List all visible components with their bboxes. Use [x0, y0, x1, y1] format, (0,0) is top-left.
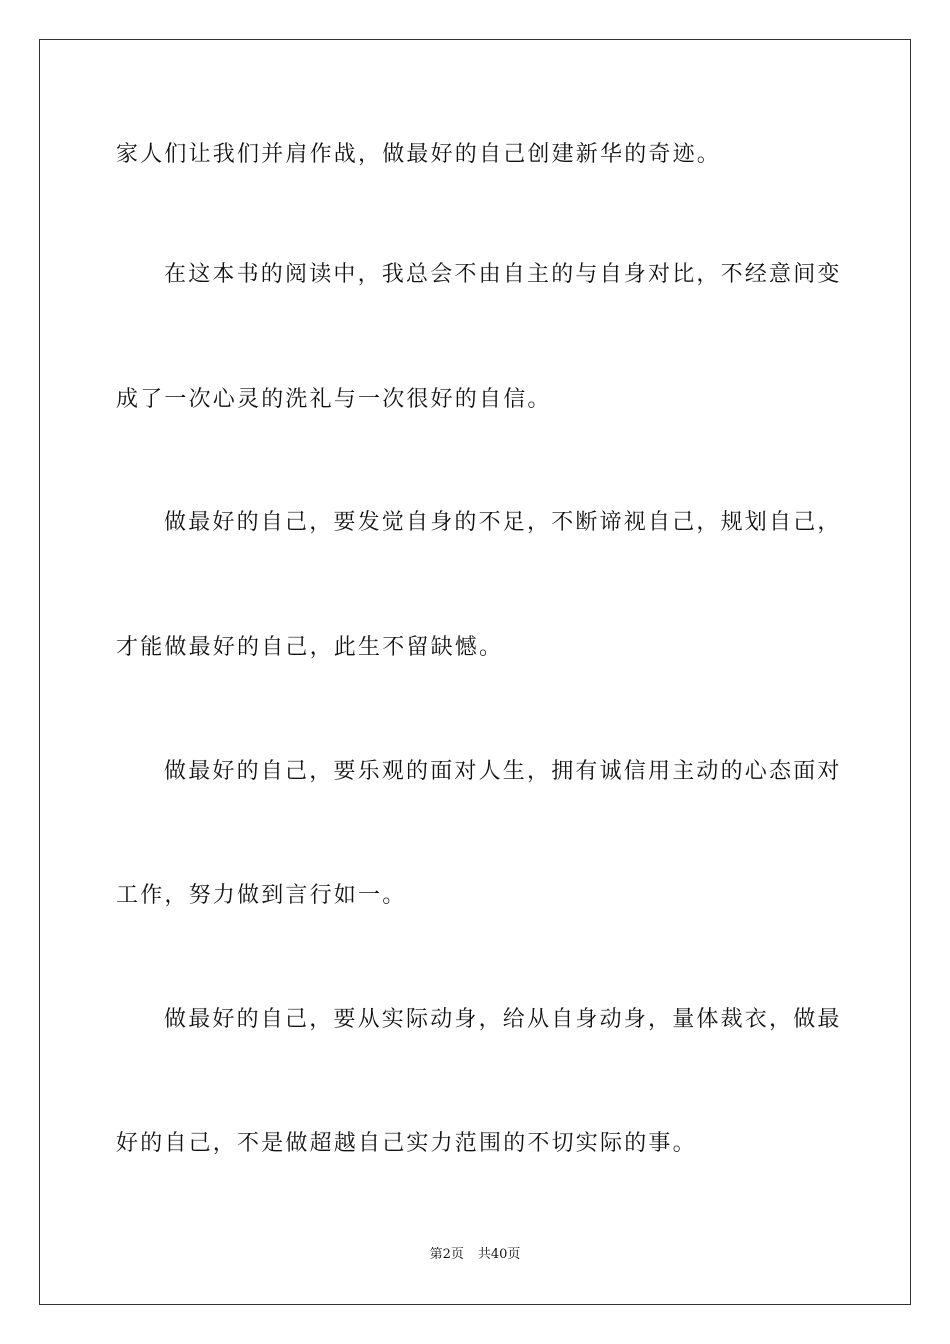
paragraph-line-8: 做最好的自己，要从实际动身，给从自身动身，量体裁衣，做最: [164, 1007, 842, 1032]
paragraph-line-4: 做最好的自己，要发觉自身的不足，不断谛视自己，规划自己，: [164, 510, 842, 535]
paragraph-line-6: 做最好的自己，要乐观的面对人生，拥有诚信用主动的心态面对: [164, 759, 842, 784]
page-frame: [39, 39, 911, 1305]
paragraph-line-1: 家人们让我们并肩作战，做最好的自己创建新华的奇迹。: [116, 142, 722, 167]
paragraph-line-3: 成了一次心灵的洗礼与一次很好的自信。: [116, 387, 552, 412]
paragraph-line-9: 好的自己，不是做超越自己实力范围的不切实际的事。: [116, 1131, 697, 1156]
paragraph-line-2: 在这本书的阅读中，我总会不由自主的与自身对比，不经意间变: [164, 262, 842, 287]
page-footer: [0, 1246, 950, 1264]
paragraph-line-5: 才能做最好的自己，此生不留缺憾。: [116, 635, 504, 660]
page-number: 第2页: [429, 1247, 464, 1262]
paragraph-line-7: 工作，努力做到言行如一。: [116, 883, 407, 908]
page-total: 共40页: [477, 1247, 521, 1262]
